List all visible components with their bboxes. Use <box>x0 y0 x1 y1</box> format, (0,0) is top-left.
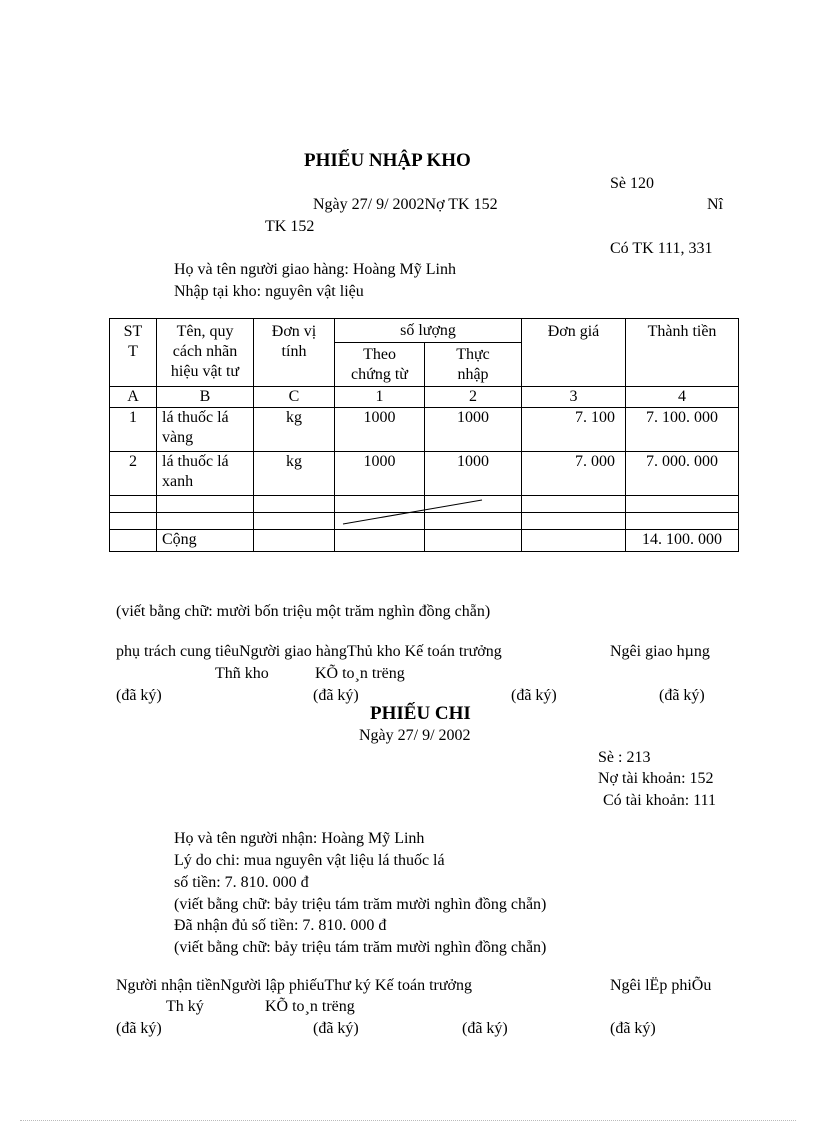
payment-receiver: Họ và tên người nhận: Hoàng Mỹ Linh <box>174 830 425 847</box>
row-price: 7. 000 <box>522 452 626 496</box>
receipt-deliverer: Họ và tên người giao hàng: Hoàng Mỹ Linh <box>174 261 456 278</box>
row-total: 7. 100. 000 <box>626 408 739 452</box>
header-quantity: số lượng <box>335 319 522 343</box>
header-stt: ST T <box>110 319 157 387</box>
row-qty-doc: 1000 <box>335 452 425 496</box>
receipt-signed-2: (đã ký) <box>313 687 359 704</box>
payment-signed-1: (đã ký) <box>116 1020 162 1037</box>
payment-received-words: (viết bằng chữ: bảy triệu tám trăm mười nghìn đồng chẵn) <box>174 939 547 956</box>
header-name: Tên, quy cách nhãn hiệu vật tư <box>157 319 254 387</box>
header-unit: Đơn vị tính <box>254 319 335 387</box>
header-total: Thành tiền <box>626 319 739 387</box>
payment-reason: Lý do chi: mua nguyên vật liệu lá thuốc lá <box>174 852 445 869</box>
payment-signed-4: (đã ký) <box>610 1020 656 1037</box>
sum-row <box>110 530 739 552</box>
code-cell: 2 <box>425 387 522 408</box>
row-name: lá thuốc lá vàng <box>157 408 254 452</box>
payment-signed-2: (đã ký) <box>313 1020 359 1037</box>
row-qty-real: 1000 <box>425 408 522 452</box>
receipt-signers-garbled: Ngêi giao hµng <box>610 643 710 660</box>
receipt-tk-line: TK 152 <box>265 218 315 235</box>
payment-debit: Nợ tài khoản: 152 <box>598 770 714 787</box>
payment-number: Sè : 213 <box>598 749 651 766</box>
page-edge-divider <box>20 1120 796 1121</box>
code-cell: A <box>110 387 157 408</box>
code-row <box>110 387 739 408</box>
row-qty-real: 1000 <box>425 452 522 496</box>
payment-amount: số tiền: 7. 810. 000 đ <box>174 874 309 891</box>
row-name: lá thuốc lá xanh <box>157 452 254 496</box>
receipt-signed-3: (đã ký) <box>511 687 557 704</box>
payment-amount-words: (viết bằng chữ: bảy triệu tám trăm mười nghìn đồng chẵn) <box>174 896 547 913</box>
row-qty-doc: 1000 <box>335 408 425 452</box>
row-total: 7. 000. 000 <box>626 452 739 496</box>
payment-date: Ngày 27/ 9/ 2002 <box>359 727 471 744</box>
header-qty-real: Thực nhập <box>425 343 522 387</box>
sum-total: 14. 100. 000 <box>626 530 739 552</box>
sum-label: Cộng <box>157 530 254 552</box>
code-cell: 3 <box>522 387 626 408</box>
code-cell: B <box>157 387 254 408</box>
row-price: 7. 100 <box>522 408 626 452</box>
receipt-date-line: Ngày 27/ 9/ 2002Nợ TK 152 <box>313 196 498 213</box>
payment-signer-secretary: Th ký <box>166 998 204 1015</box>
receipt-in-words: (viết bằng chữ: mười bốn triệu một trăm nghìn đồng chẵn) <box>116 603 491 620</box>
row-unit: kg <box>254 452 335 496</box>
row-stt: 1 <box>110 408 157 452</box>
strike-line <box>340 496 485 528</box>
receipt-signer-storekeeper: Thñ kho <box>215 665 269 682</box>
row-stt: 2 <box>110 452 157 496</box>
code-cell: C <box>254 387 335 408</box>
payment-credit: Có tài khoản: 111 <box>603 792 717 809</box>
code-cell: 4 <box>626 387 739 408</box>
code-cell: 1 <box>335 387 425 408</box>
receipt-title: PHIẾU NHẬP KHO <box>304 150 471 171</box>
receipt-signed-4: (đã ký) <box>659 687 705 704</box>
header-qty-doc: Theo chứng từ <box>335 343 425 387</box>
payment-title: PHIẾU CHI <box>370 703 471 724</box>
receipt-signer-accountant: KÕ to¸n trëng <box>315 665 405 682</box>
payment-signers-line: Người nhận tiềnNgười lập phiếuThư ký Kế toán trưởng <box>116 977 473 994</box>
table-row <box>110 408 739 452</box>
table-row <box>110 452 739 496</box>
payment-signer-accountant: KÕ to¸n trëng <box>265 998 355 1015</box>
receipt-warehouse: Nhập tại kho: nguyên vật liệu <box>174 283 364 300</box>
payment-signed-3: (đã ký) <box>462 1020 508 1037</box>
payment-received: Đã nhận đủ số tiền: 7. 810. 000 đ <box>174 917 387 934</box>
receipt-signed-1: (đã ký) <box>116 687 162 704</box>
receipt-ni-label: Nî <box>707 196 723 213</box>
receipt-signers-line: phụ trách cung tiêuNgười giao hàngThủ kho Kế toán trưởng <box>116 643 502 660</box>
payment-signers-garbled: Ngêi lËp phiÕu <box>610 977 712 994</box>
row-unit: kg <box>254 408 335 452</box>
receipt-credit: Có TK 111, 331 <box>610 240 713 257</box>
header-price: Đơn giá <box>522 319 626 387</box>
receipt-number: Sè 120 <box>610 175 654 192</box>
